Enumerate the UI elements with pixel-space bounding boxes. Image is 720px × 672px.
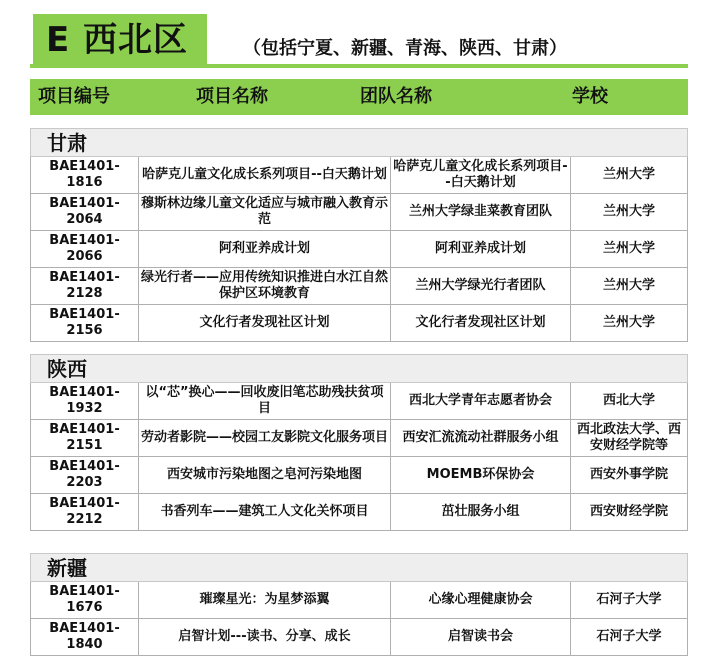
team-name: 阿利亚养成计划: [391, 231, 571, 267]
school-name: 西北政法大学、西安财经学院等: [576, 422, 681, 453]
section-title: 陕西: [30, 354, 688, 382]
school-name: 兰州大学: [602, 204, 655, 219]
table-row: [30, 619, 688, 656]
project-name: 书香列车——建筑工人文化关怀项目: [139, 494, 391, 530]
project-name: 穆斯林边缘儿童文化适应与城市融入教育示范: [139, 194, 391, 230]
project-id: BAE1401-2064: [31, 194, 139, 230]
team-name: 西安汇流流动社群服务小组: [391, 420, 571, 456]
school-name: 西安财经学院: [589, 504, 668, 519]
project-id: BAE1401-1840: [31, 619, 139, 655]
team-name: 哈萨克儿童文化成长系列项目--白天鹅计划: [391, 157, 571, 193]
project-id: BAE1401-2203: [31, 457, 139, 493]
school-name: 兰州大学: [602, 315, 655, 330]
project-id: BAE1401-2128: [31, 268, 139, 304]
project-id: BAE1401-2156: [31, 305, 139, 341]
page-subtitle: （包括宁夏、新疆、青海、陕西、甘肃）: [243, 38, 567, 59]
project-name: 劳动者影院——校园工友影院文化服务项目: [139, 420, 391, 456]
project-name: 璀璨星光：为星梦添翼: [139, 582, 391, 618]
table-row: [30, 383, 688, 420]
project-id: BAE1401-2066: [31, 231, 139, 267]
team-name: 心缘心理健康协会: [391, 582, 571, 618]
column-header-school: 学校: [572, 86, 608, 107]
table-row: [30, 457, 688, 494]
school-name: 西安外事学院: [589, 467, 668, 482]
school-name: 兰州大学: [602, 167, 655, 182]
table-row: [30, 157, 688, 194]
project-name: 文化行者发现社区计划: [139, 305, 391, 341]
project-name: 以“芯”换心——回收废旧笔芯助残扶贫项目: [139, 383, 391, 419]
team-name: 文化行者发现社区计划: [391, 305, 571, 341]
project-id: BAE1401-2212: [31, 494, 139, 530]
team-name: MOEMB环保协会: [391, 457, 571, 493]
project-id: BAE1401-1816: [31, 157, 139, 193]
project-name: 西安城市污染地图之皂河污染地图: [139, 457, 391, 493]
project-id: BAE1401-1932: [31, 383, 139, 419]
school-name: 石河子大学: [596, 629, 662, 644]
section-shaanxi: [30, 354, 688, 531]
project-name: 阿利亚养成计划: [139, 231, 391, 267]
project-id: BAE1401-2151: [31, 420, 139, 456]
team-name: 兰州大学绿韭菜教育团队: [391, 194, 571, 230]
school-name: 西北大学: [602, 393, 655, 408]
column-header-team: 团队名称: [360, 86, 432, 107]
project-name: 哈萨克儿童文化成长系列项目--白天鹅计划: [139, 157, 391, 193]
team-name: 启智读书会: [391, 619, 571, 655]
section-title: 新疆: [30, 553, 688, 581]
team-name: 西北大学青年志愿者协会: [391, 383, 571, 419]
table-row: [30, 582, 688, 619]
school-name: 兰州大学: [602, 278, 655, 293]
project-id: BAE1401-1676: [31, 582, 139, 618]
column-header-id: 项目编号: [38, 86, 110, 107]
table-row: [30, 194, 688, 231]
title-underline: [30, 64, 688, 68]
table-row: [30, 231, 688, 268]
table-row: [30, 305, 688, 342]
project-name: 启智计划---读书、分享、成长: [139, 619, 391, 655]
table-row: [30, 494, 688, 531]
section-title: 甘肃: [30, 128, 688, 156]
column-header-project: 项目名称: [196, 86, 268, 107]
school-name: 石河子大学: [596, 592, 662, 607]
section-gansu: [30, 128, 688, 342]
table-row: [30, 420, 688, 457]
section-xinjiang: [30, 553, 688, 656]
page-title: E 西北区: [46, 20, 189, 60]
project-name: 绿光行者——应用传统知识推进白水江自然保护区环境教育: [139, 268, 391, 304]
table-row: [30, 268, 688, 305]
school-name: 兰州大学: [602, 241, 655, 256]
team-name: 兰州大学绿光行者团队: [391, 268, 571, 304]
column-header-bar: [30, 79, 688, 115]
team-name: 茁壮服务小组: [391, 494, 571, 530]
